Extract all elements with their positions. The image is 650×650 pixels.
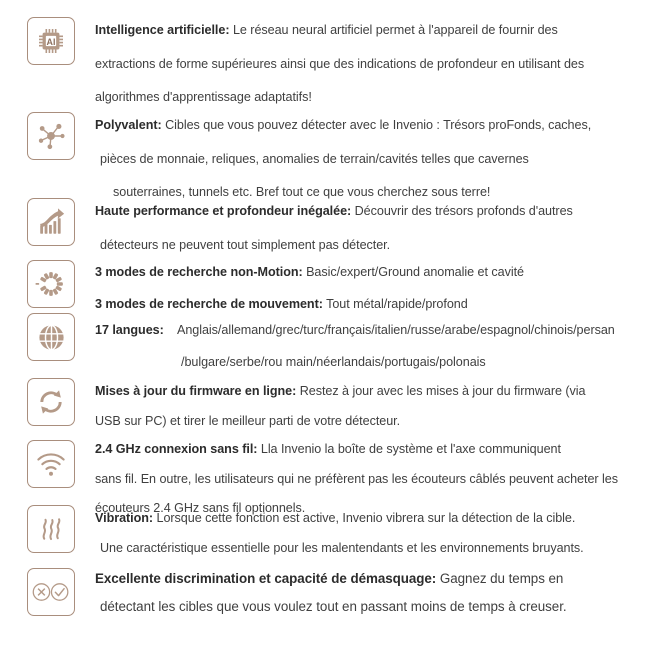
- feature-body-line: pièces de monnaie, reliques, anomalies de terrain/cavités telles que cavernes: [100, 151, 529, 166]
- feature-heading: Haute performance et profondeur inégalée:: [95, 204, 352, 218]
- feature-body-line: Tout métal/rapide/profond: [326, 296, 468, 311]
- feature-body-line: Lorsque cette fonction est active, Invenio vibrera sur la détection de la cible.: [156, 511, 576, 525]
- feature-text-ai: [95, 24, 640, 104]
- feature-body-line: Anglais/allemand/grec/turc/français/italien/russe/arabe/espagnol/chinois/persan: [176, 323, 615, 337]
- network-nodes-icon: [27, 112, 75, 160]
- feature-body-line: souterraines, tunnels etc. Bref tout ce que vous cherchez sous terre!: [113, 185, 491, 200]
- ai-chip-icon: [27, 17, 75, 65]
- discrimination-icon: [27, 568, 75, 616]
- feature-heading: Vibration:: [95, 511, 154, 525]
- feature-text-polyvalent: [95, 119, 640, 199]
- feature-body-line: détecteurs ne peuvent tout simplement pas détecter.: [100, 237, 391, 252]
- feature-text-modes: [95, 266, 640, 310]
- feature-text-discrimination: [95, 572, 640, 614]
- feature-body-line: algorithmes d'apprentissage adaptatifs!: [95, 90, 312, 105]
- feature-body-line: Gagnez du temps en: [439, 571, 564, 586]
- feature-text-languages: [95, 324, 640, 368]
- wifi-icon: [27, 440, 75, 488]
- feature-body-line: détectant les cibles que vous voulez tout en passant moins de temps à creuser.: [100, 599, 567, 615]
- refresh-sync-icon: [27, 378, 75, 426]
- feature-heading: Mises à jour du firmware en ligne:: [95, 384, 297, 398]
- feature-heading: 2.4 GHz connexion sans fil:: [95, 442, 258, 456]
- feature-body-line: USB sur PC) et tirer le meilleur parti de votre détecteur.: [95, 413, 401, 428]
- feature-heading: 3 modes de recherche non-Motion:: [95, 265, 303, 279]
- feature-body-line: sans fil. En outre, les utilisateurs qui ne préfèrent pas les écouteurs câblés peuvent acheter les: [95, 471, 618, 486]
- feature-body-line: Basic/expert/Ground anomalie et cavité: [306, 265, 524, 279]
- feature-heading-secondary: 3 modes de recherche de mouvement:: [95, 296, 323, 311]
- feature-body-line: Découvrir des trésors profonds d'autres: [354, 204, 573, 218]
- globe-icon: [27, 313, 75, 361]
- feature-heading: Intelligence artificielle:: [95, 23, 230, 37]
- feature-text-performance: [95, 205, 640, 251]
- feature-body-line: Une caractéristique essentielle pour les malentendants et les environnements bruyants.: [100, 540, 584, 555]
- feature-body-line: /bulgare/serbe/rou main/néerlandais/portugais/polonais: [181, 354, 486, 369]
- feature-body-line: Cibles que vous pouvez détecter avec le Invenio : Trésors proFonds, caches,: [165, 118, 592, 132]
- search-modes-icon: [27, 260, 75, 308]
- feature-text-wireless: [95, 443, 640, 515]
- vibration-waves-icon: [27, 505, 75, 553]
- feature-heading: 17 langues:: [95, 323, 164, 337]
- feature-heading: Polyvalent:: [95, 118, 162, 132]
- growth-chart-icon: [27, 198, 75, 246]
- feature-text-vibration: [95, 512, 640, 554]
- feature-text-firmware: [95, 385, 640, 427]
- feature-heading: Excellente discrimination et capacité de démasquage:: [95, 571, 437, 586]
- feature-body-line: écouteurs 2.4 GHz sans fil optionnels.: [95, 501, 306, 516]
- feature-body-line: Restez à jour avec les mises à jour du firmware (via: [299, 384, 586, 398]
- feature-body-line: Le réseau neural artificiel permet à l'appareil de fournir des: [232, 23, 558, 37]
- feature-body-line: extractions de forme supérieures ainsi que des indications de profondeur en utilisant des: [95, 56, 585, 71]
- svg-text:AI: AI: [46, 36, 56, 47]
- feature-body-line: Lla Invenio la boîte de système et l'axe communiquent: [260, 442, 561, 456]
